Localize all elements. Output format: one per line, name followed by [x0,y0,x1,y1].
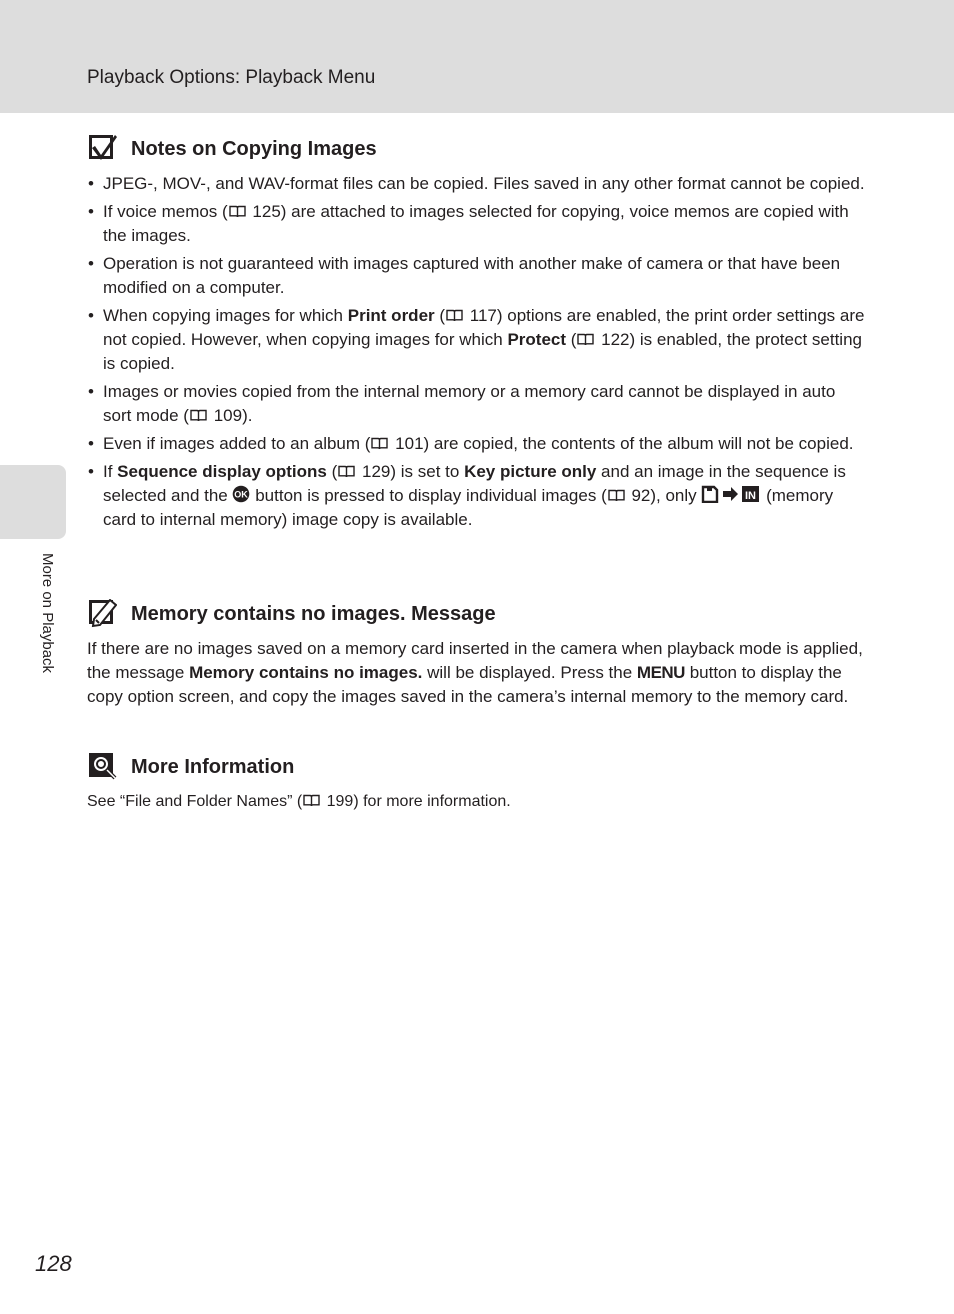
book-icon [446,309,463,322]
section-heading [87,134,867,166]
book-icon [371,437,388,450]
book-icon [190,409,207,422]
section-heading [87,752,867,784]
section-no-images [87,599,867,709]
page-number: 128 [35,1251,72,1276]
bullet-list [87,172,867,532]
side-tab-label [36,553,56,703]
svg-text:OK: OK [234,489,249,500]
section-heading [87,599,867,631]
book-icon [608,489,625,502]
book-icon [577,333,594,346]
list-item: • Operation is not guaranteed with images captured with another make of camera or that have been modified on a computer. [87,252,867,300]
check-mark-icon [88,134,117,163]
paragraph: If there are no images saved on a memory card inserted in the camera when playback mode is applied, the message Memory contains no images. will be displayed. Press the MENU button to display the copy option screen, and copy the images saved in the camera’s internal memory to the memory card. [87,639,863,706]
svg-text:IN: IN [745,490,757,502]
pencil-note-icon [88,599,117,628]
section-title: Notes on Copying Images [131,138,377,160]
section-title: More Information [131,756,295,778]
menu-button-label: MENU [636,663,685,682]
list-item: • If voice memos ( 125) are attached to images selected for copying, voice memos are copied with the images. [87,200,867,248]
ok-button-icon [232,485,250,503]
list-item: • When copying images for which Print order ( 117) options are enabled, the print order settings are not copied. However, when copying images for which Protect ( 122) is enabled, the protect setting is copied. [87,304,867,376]
book-icon [303,794,320,807]
side-tab [0,465,66,539]
book-icon [229,205,246,218]
list-item: • Images or movies copied from the internal memory or a memory card cannot be displayed in auto sort mode ( 109). [87,380,867,428]
page-header [0,0,954,113]
list-item: • If Sequence display options ( 129) is set to Key picture only and an image in the sequence is selected and the OK button is pressed to display individual images ( 92), only IN (memory card to internal memory) image copy is available. [87,460,867,532]
section-title: Memory contains no images. Message [131,603,496,625]
paragraph: See “File and Folder Names” ( 199) for more information. [87,793,511,810]
section-copy-notes [87,134,867,536]
list-item: • Even if images added to an album ( 101) are copied, the contents of the album will not be copied. [87,432,867,456]
list-item: • JPEG-, MOV-, and WAV-format files can be copied. Files saved in any other format cannot be copied. [87,172,867,196]
section-more-info [87,752,867,814]
book-icon [338,465,355,478]
side-tab-label-text: More on Playback [39,553,56,674]
magnifier-info-icon [88,752,117,781]
card-to-internal-icon [701,485,761,503]
header-title: Playback Options: Playback Menu [87,67,376,88]
